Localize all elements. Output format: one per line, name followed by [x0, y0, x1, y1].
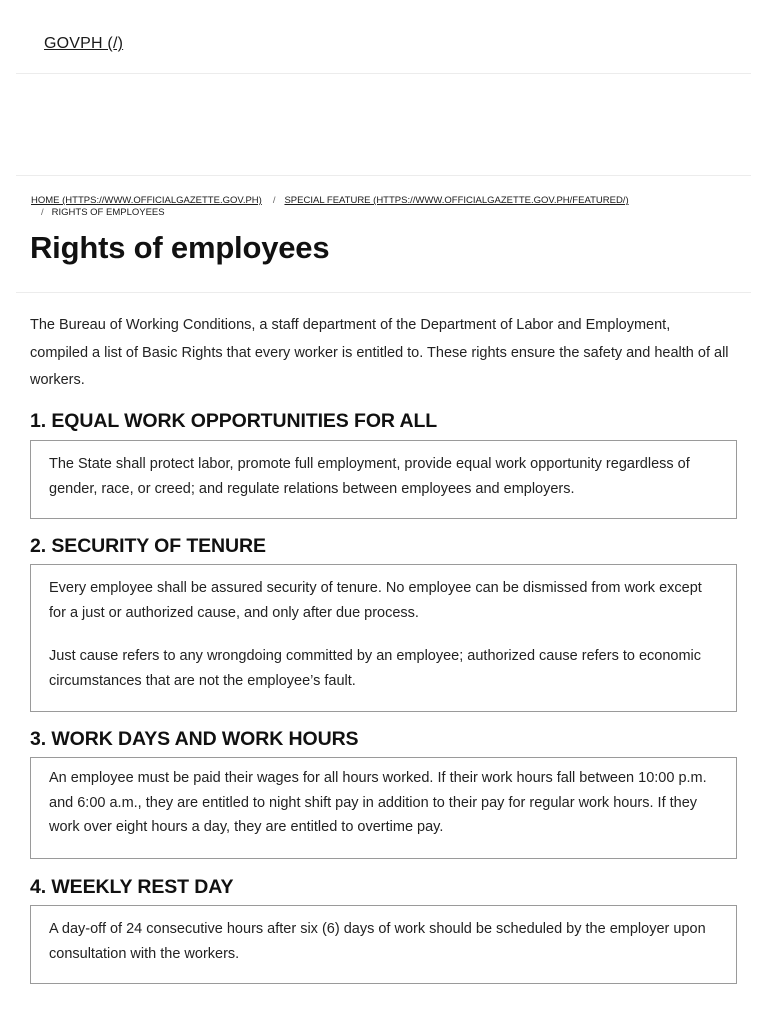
section-heading-equal-work: 1. EQUAL WORK OPPORTUNITIES FOR ALL: [30, 410, 438, 432]
section-heading-security-of-tenure: 2. SECURITY OF TENURE: [30, 535, 266, 557]
section-paragraph: A day-off of 24 consecutive hours after six (6) days of work should be scheduled by the employer upon consultation with the workers.: [49, 921, 706, 962]
top-bar: [16, 0, 751, 74]
breadcrumb-special-feature-link[interactable]: SPECIAL FEATURE (HTTPS://WWW.OFFICIALGAZETTE.GOV.PH/FEATURED/): [284, 195, 629, 206]
intro-paragraph: The Bureau of Working Conditions, a staff department of the Department of Labor and Employment, compiled a list of Basic Rights that every worker is entitled to. These rights ensure the safety and health of all workers.: [30, 317, 729, 388]
section-box-equal-work: [30, 440, 737, 519]
banner-divider: [16, 175, 751, 176]
breadcrumb: [31, 195, 731, 219]
section-paragraph: Just cause refers to any wrongdoing committed by an employee; authorized cause refers to economic circumstances that are not the employee’s fault.: [49, 648, 702, 689]
section-paragraph: Every employee shall be assured security of tenure. No employee can be dismissed from work except for a just or authorized cause, and only after due process.: [49, 580, 702, 621]
govph-home-link[interactable]: GOVPH (/): [44, 35, 124, 52]
breadcrumb-current: RIGHTS OF EMPLOYEES: [51, 207, 165, 218]
section-heading-weekly-rest-day: 4. WEEKLY REST DAY: [30, 876, 234, 898]
breadcrumb-separator: /: [41, 207, 44, 218]
breadcrumb-separator: /: [272, 195, 276, 206]
section-box-security-of-tenure: [30, 564, 737, 712]
section-paragraph: An employee must be paid their wages for all hours worked. If their work hours fall between 10:00 p.m. and 6:00 a.m., they are entitled to night shift pay in addition to their pay for regular work hours. If they work over eight hours a day, they are entitled to overtime pay.: [49, 770, 707, 835]
section-heading-work-days-hours: 3. WORK DAYS AND WORK HOURS: [30, 728, 359, 750]
breadcrumb-home-link[interactable]: HOME (HTTPS://WWW.OFFICIALGAZETTE.GOV.PH): [31, 195, 262, 206]
section-box-work-days-hours: [30, 757, 737, 859]
section-box-weekly-rest-day: [30, 905, 737, 984]
section-paragraph: The State shall protect labor, promote full employment, provide equal work opportunity regardless of gender, race, or creed; and regulate relations between employees and employers.: [49, 456, 690, 497]
title-divider: [16, 292, 751, 293]
page-title: Rights of employees: [30, 230, 330, 265]
